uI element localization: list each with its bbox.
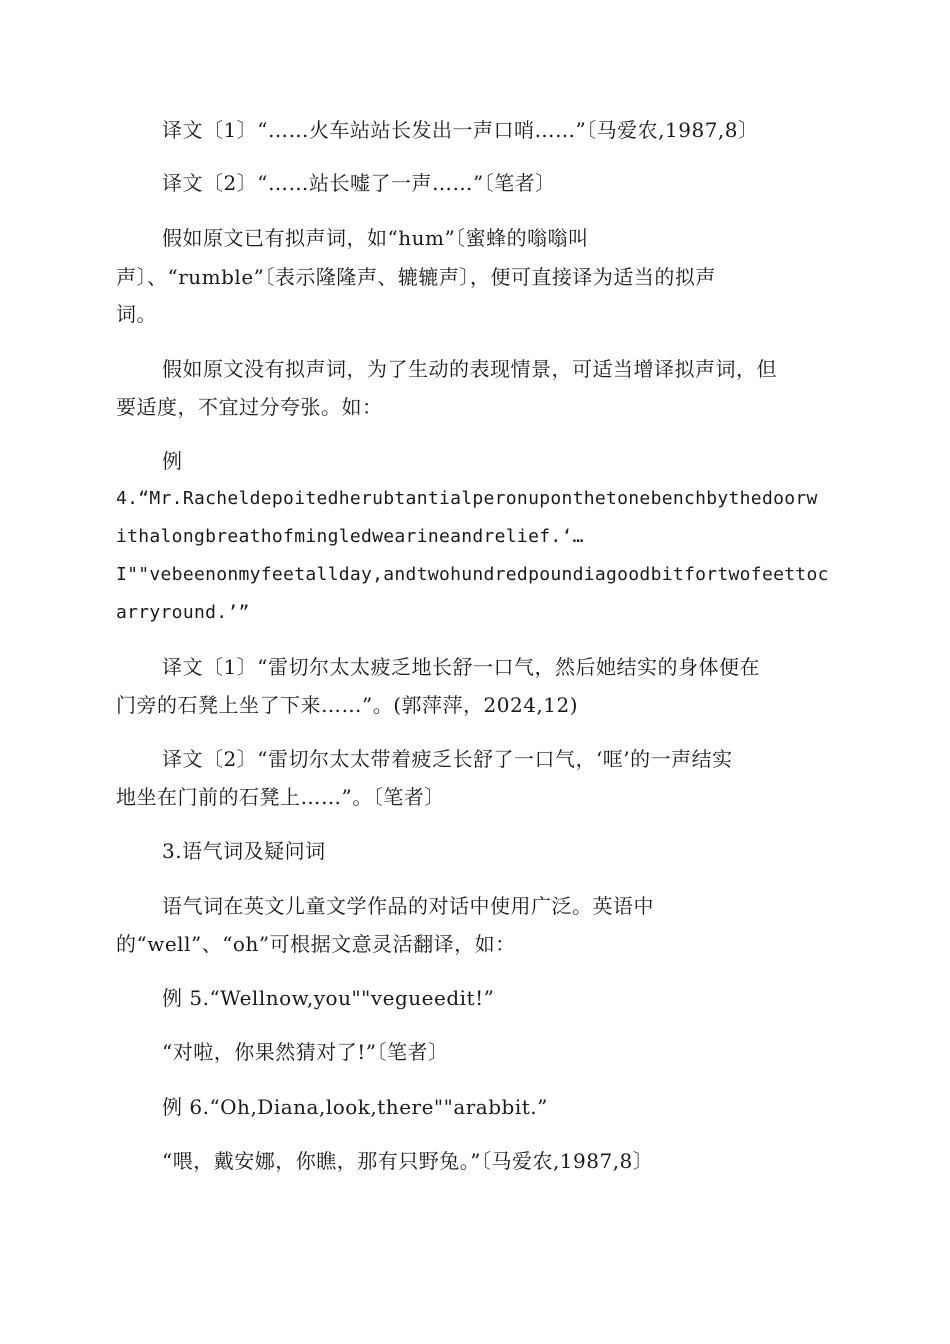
translation-line: “对啦，你果然猜对了!”〔笔者〕 — [162, 1040, 449, 1064]
translation-line: 地坐在门前的石凳上……”。〔笔者〕 — [116, 785, 445, 809]
example-line: 例 5.“Wellnow,you""vegueedit!” — [162, 986, 495, 1010]
example-label: 例 — [162, 449, 183, 473]
translation-line: 译文〔1〕“雷切尔太太疲乏地长舒一口气，然后她结实的身体便在 — [162, 655, 760, 679]
translation-line: 门旁的石凳上坐了下来……”。(郭萍萍，2024,12) — [116, 693, 579, 717]
example-english-line: 4.“Mr.Racheldepoitedherubtantialperonuponthetonebenchbythedoorw — [116, 488, 818, 509]
paragraph-line: 要适度，不宜过分夸张。如： — [116, 395, 383, 419]
paragraph-line: 语气词在英文儿童文学作品的对话中使用广泛。英语中 — [162, 894, 654, 918]
example-english-line: I""vebeenonmyfeetallday,andtwohundredpoundiagoodbitfortwofeettoc — [116, 564, 829, 585]
translation-line: “喂，戴安娜，你瞧，那有只野兔。”〔马爱农,1987,8〕 — [162, 1149, 654, 1173]
translation-2-line: 译文〔2〕“……站长嘘了一声……”〔笔者〕 — [162, 171, 556, 195]
section-heading: 3.语气词及疑问词 — [162, 839, 326, 863]
translation-1-line: 译文〔1〕“……火车站站长发出一声口哨……”〔马爱农,1987,8〕 — [162, 118, 759, 142]
paragraph-line: 词。 — [116, 302, 157, 326]
translation-line: 译文〔2〕“雷切尔太太带着疲乏长舒了一口气，‘哐’的一声结实 — [162, 747, 733, 771]
example-line: 例 6.“Oh,Diana,look,there""arabbit.” — [162, 1095, 548, 1119]
paragraph-line: 假如原文没有拟声词，为了生动的表现情景，可适当增译拟声词，但 — [162, 357, 777, 381]
paragraph-line: 的“well”、“oh”可根据文意灵活翻译，如： — [116, 932, 516, 956]
example-english-line: arryround.’” — [116, 602, 250, 623]
paragraph-line: 声〕、“rumble”〔表示隆隆声、辘辘声〕，便可直接译为适当的拟声 — [116, 265, 716, 289]
paragraph-line: 假如原文已有拟声词，如“hum”〔蜜蜂的嗡嗡叫 — [162, 226, 589, 250]
example-english-line: ithalongbreathofmingledwearineandrelief.‘… — [116, 526, 584, 547]
